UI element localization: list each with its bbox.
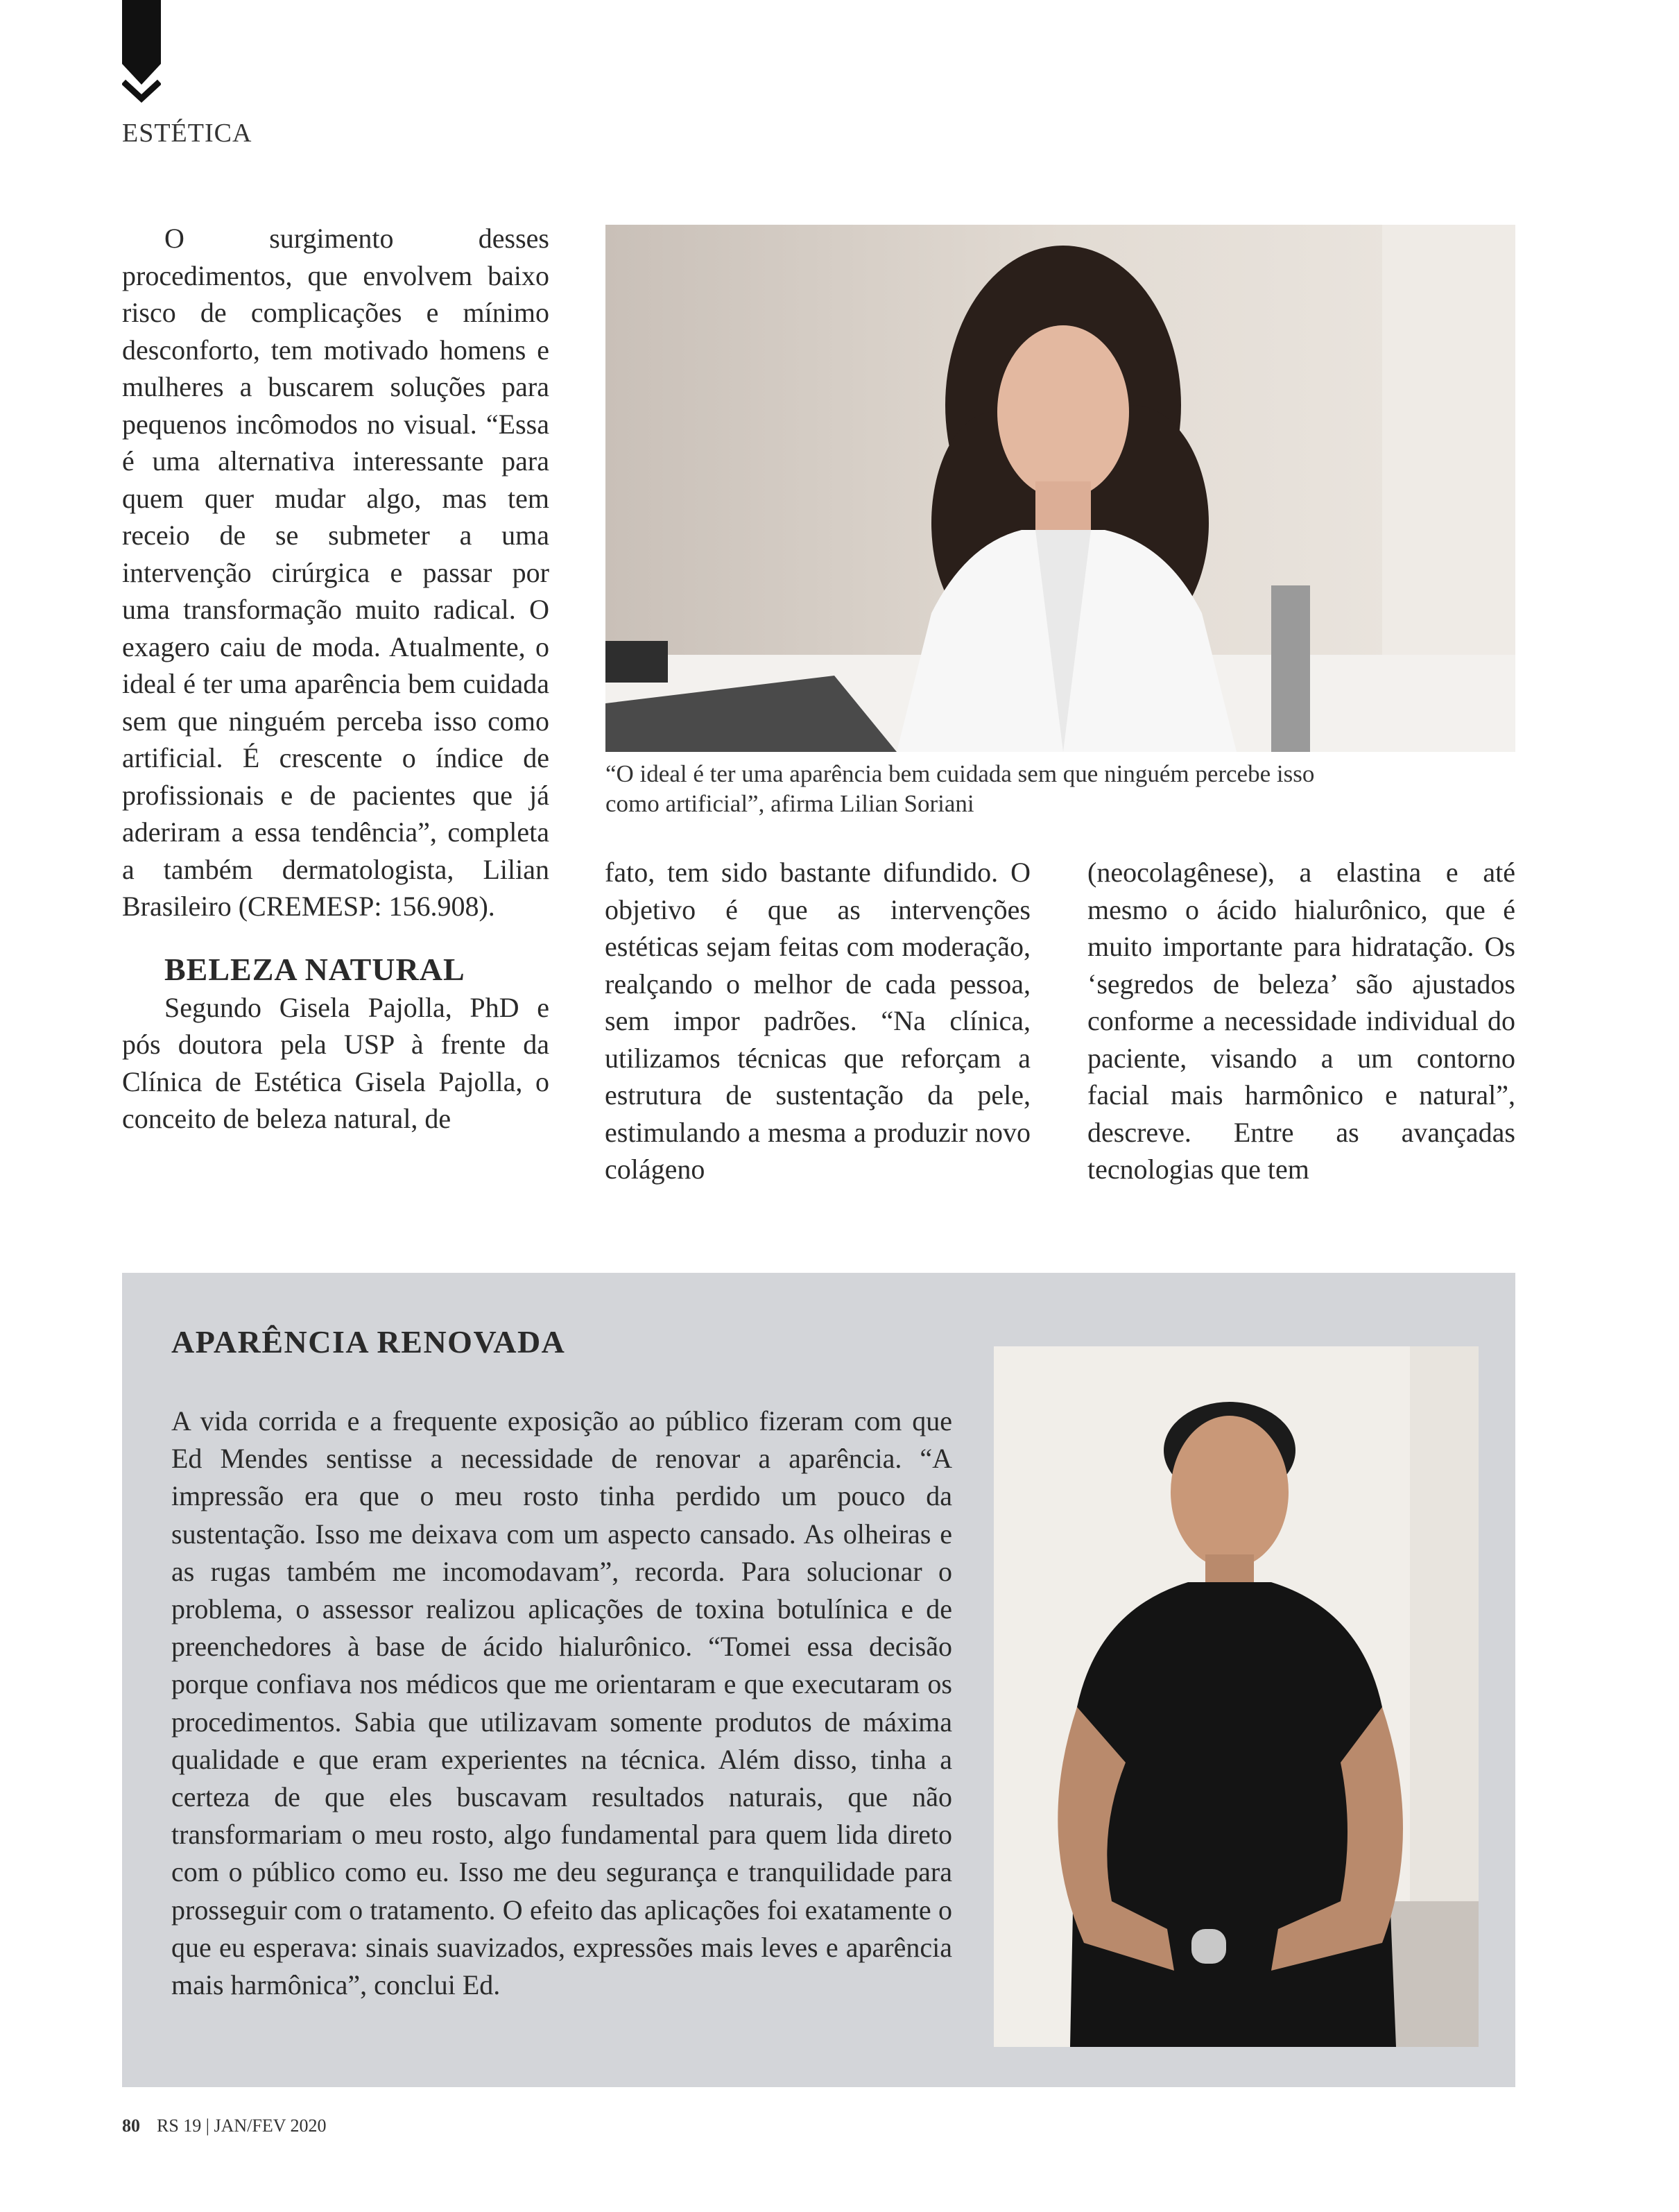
sidebar-title: APARÊNCIA RENOVADA [171,1324,566,1360]
page-footer [122,2116,327,2136]
issue-info: RS 19 | JAN/FEV 2020 [157,2116,327,2136]
article-column-2 [605,854,1031,1188]
subheading: BELEZA NATURAL [164,951,465,987]
article-column-3 [1087,854,1515,1188]
photo-caption: “O ideal é ter uma aparência bem cuidada sem que ninguém percebe isso como artificial”, afirma Lilian Soriani [605,760,1315,817]
article-paragraph: Segundo Gisela Pajolla, PhD e pós doutora pela USP à frente da Clínica de Estética Gisela Pajolla, o conceito de beleza natural, de [122,991,549,1134]
article-paragraph: (neocolagênese), a elastina e até mesmo o ácido hialurônico, que é muito importante para hidratação. Os ‘segredos de beleza’ são ajustados conforme a necessidade individual do paciente, visando a um contorno facial mais harmônico e natural”, descreve. Entre as avançadas tecnologias que tem [1087,857,1515,1185]
section-label: ESTÉTICA [122,119,252,148]
article-paragraph: fato, tem sido bastante difundido. O objetivo é que as intervenções estéticas sejam feitas com moderação, realçando o melhor de cada pessoa, sem impor padrões. “Na clínica, utilizamos técnicas que reforçam a estrutura de sustentação da pele, estimulando a mesma a produzir novo colágeno [605,857,1031,1185]
article-column-1 [122,220,549,1138]
ed-mendes-photo [994,1346,1479,2047]
page-number: 80 [122,2116,140,2136]
section-marker-icon [122,0,161,103]
sidebar-text: A vida corrida e a frequente exposição ao público fizeram com que Ed Mendes sentisse a necessidade de renovar a aparência. “A impressão era que o meu rosto tinha perdido um pouco da sustentação. Isso me deixava com um aspecto cansado. As olheiras e as rugas também me incomodavam”, recorda. Para solucionar o problema, o assessor realizou aplicações de toxina botulínica e de preenchedores à base de ácido hialurônico. “Tomei essa decisão porque confiava nos médicos que me orientaram e que executaram os procedimentos. Sabia que utilizavam somente produtos de máxima qualidade e que eram experientes na técnica. Além disso, tinha a certeza de que eles buscavam resultados naturais, que não transformariam o meu rosto, algo fundamental para quem lida direto com o público como eu. Isso me deu segurança e tranquilidade para prosseguir com o tratamento. O efeito das aplicações foi exatamente o que eu esperava: sinais suavizados, expressões mais leves e aparência mais harmônica”, conclui Ed. [171,1405,952,2001]
doctor-photo [605,225,1515,752]
article-paragraph: O surgimento desses procedimentos, que envolvem baixo risco de complicações e mínimo desconforto, tem motivado homens e mulheres a buscarem soluções para pequenos incômodos no visual. “Essa é uma alternativa interessante para quem quer mudar algo, mas tem receio de se submeter a uma intervenção cirúrgica e passar por uma transformação muito radical. O exagero caiu de moda. Atualmente, o ideal é ter uma aparência bem cuidada sem que ninguém perceba isso como artificial. É crescente o índice de profissionais e de pacientes que já aderiram a essa tendência”, completa a também dermatologista, Lilian Brasileiro (CREMESP: 156.908). [122,223,549,922]
